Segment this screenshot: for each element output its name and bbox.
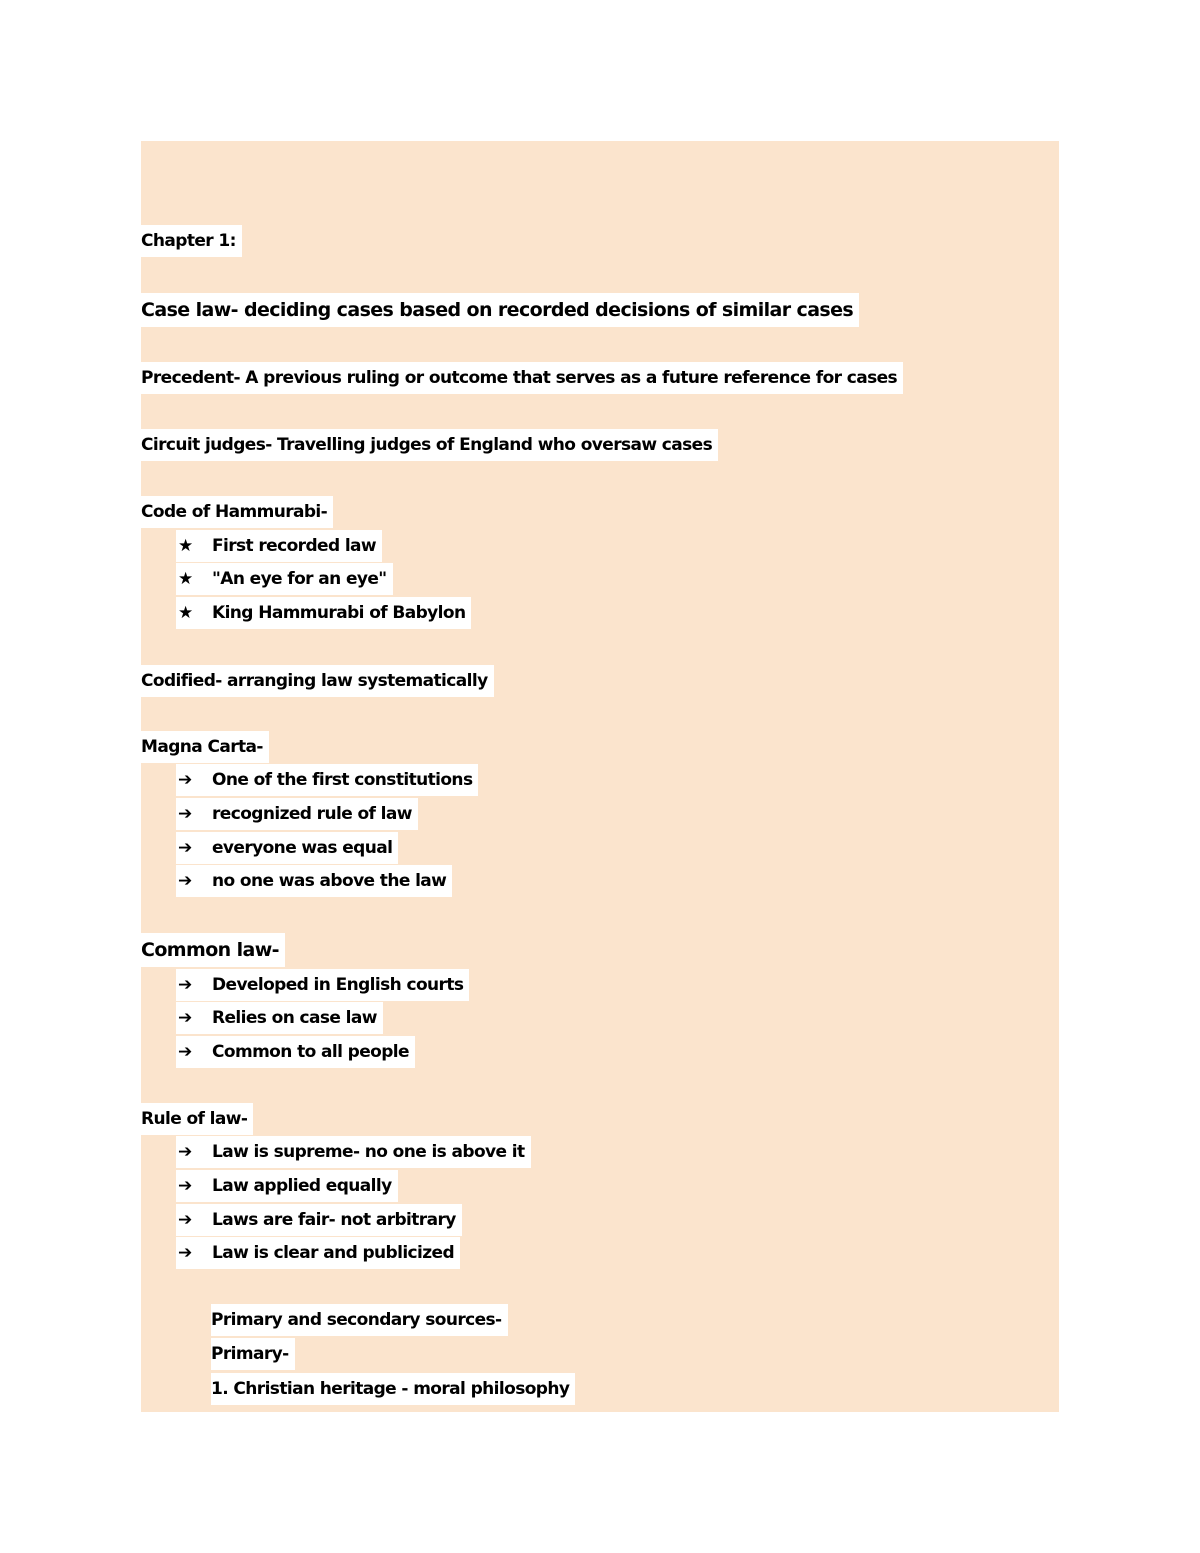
list-item: ★ King Hammurabi of Babylon (176, 605, 471, 622)
arrow-bullet-icon: ➔ (178, 1042, 192, 1062)
list-item: ➔ no one was above the law (176, 873, 452, 890)
star-bullet-icon: ★ (178, 536, 193, 556)
arrow-bullet-icon: ➔ (178, 1142, 192, 1162)
circuit-judges-definition: Circuit judges- Travelling judges of England who oversaw cases (141, 437, 718, 454)
list-item: ➔ Law is clear and publicized (176, 1245, 460, 1262)
list-item: ➔ Laws are fair- not arbitrary (176, 1212, 462, 1229)
primary-item-1: 1. Christian heritage - moral philosophy (211, 1381, 575, 1398)
arrow-bullet-icon: ➔ (178, 1008, 192, 1028)
list-item: ➔ Common to all people (176, 1044, 415, 1061)
list-item: ➔ Law applied equally (176, 1178, 398, 1195)
precedent-definition: Precedent- A previous ruling or outcome that serves as a future reference for cases (141, 370, 903, 387)
arrow-bullet-icon: ➔ (178, 1243, 192, 1263)
list-item: ➔ recognized rule of law (176, 806, 418, 823)
star-bullet-icon: ★ (178, 603, 193, 623)
codified-definition: Codified- arranging law systematically (141, 673, 494, 690)
arrow-bullet-icon: ➔ (178, 804, 192, 824)
arrow-bullet-icon: ➔ (178, 975, 192, 995)
sources-heading: Primary and secondary sources- (211, 1312, 508, 1329)
list-item: ➔ Relies on case law (176, 1010, 383, 1027)
rule-of-law-heading: Rule of law- (141, 1111, 253, 1128)
arrow-bullet-icon: ➔ (178, 1176, 192, 1196)
list-item: ★ "An eye for an eye" (176, 571, 393, 588)
list-item: ★ First recorded law (176, 538, 382, 555)
arrow-bullet-icon: ➔ (178, 1210, 192, 1230)
common-law-heading: Common law- (141, 941, 285, 960)
primary-heading: Primary- (211, 1346, 295, 1363)
chapter-title: Chapter 1: (141, 233, 242, 250)
list-item: ➔ One of the first constitutions (176, 772, 478, 789)
list-item: ➔ everyone was equal (176, 840, 398, 857)
hammurabi-heading: Code of Hammurabi- (141, 504, 333, 521)
star-bullet-icon: ★ (178, 569, 193, 589)
arrow-bullet-icon: ➔ (178, 871, 192, 891)
list-item: ➔ Developed in English courts (176, 977, 469, 994)
notes-panel (141, 141, 1059, 1412)
case-law-definition: Case law- deciding cases based on recorded decisions of similar cases (141, 301, 859, 320)
arrow-bullet-icon: ➔ (178, 838, 192, 858)
magna-carta-heading: Magna Carta- (141, 739, 269, 756)
arrow-bullet-icon: ➔ (178, 770, 192, 790)
list-item: ➔ Law is supreme- no one is above it (176, 1144, 531, 1161)
